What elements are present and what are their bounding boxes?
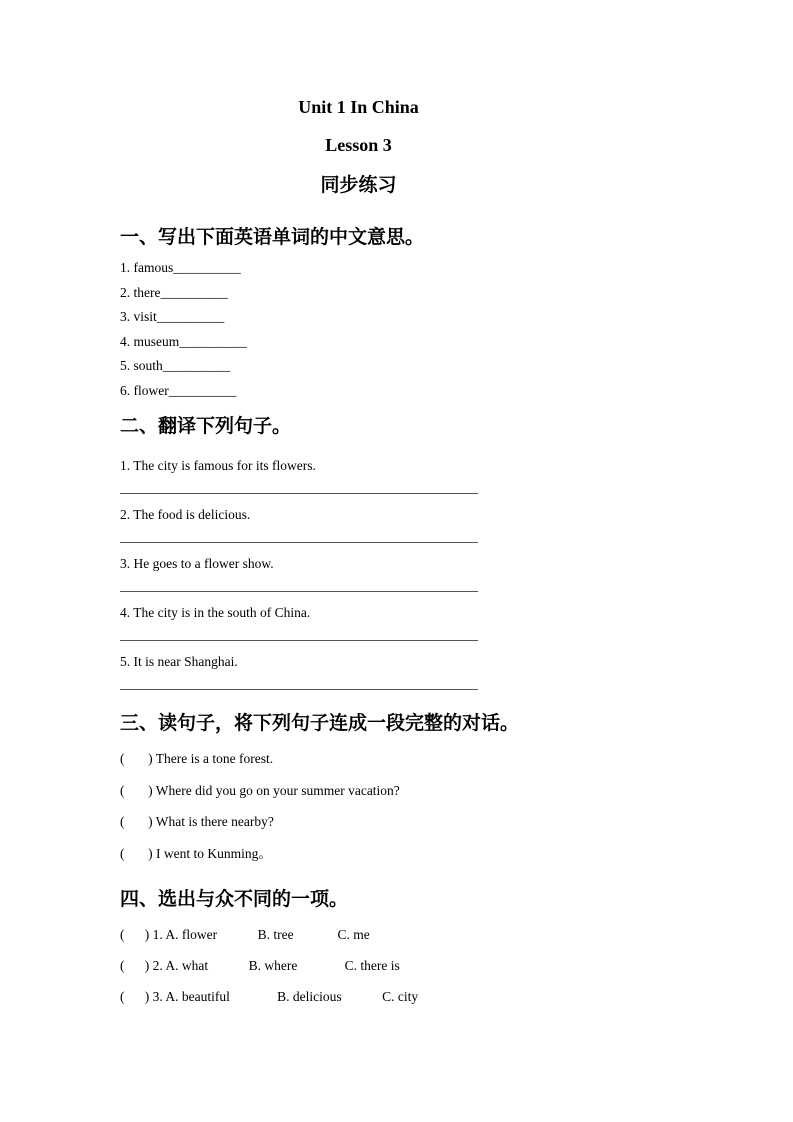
dialogue-sentence: ( ) There is a tone forest. <box>120 751 274 766</box>
vocabulary-item: 4. museum__________ <box>120 333 247 349</box>
worksheet-subtitle: 同步练习 <box>320 174 397 196</box>
answer-blank-line <box>120 591 478 592</box>
dialogue-sentence: ( ) What is there nearby? <box>120 814 274 829</box>
choice-row: ( ) 1. A. flower B. tree C. me <box>120 926 370 942</box>
unit-title: Unit 1 In China <box>298 97 419 117</box>
dialogue-sentence: ( ) I went to Kunming。 <box>120 845 272 861</box>
answer-blank-line <box>120 640 478 641</box>
section-vocabulary-heading: 一、写出下面英语单词的中文意思。 <box>120 226 425 248</box>
translation-sentence: 5. It is near Shanghai. <box>120 654 238 669</box>
section-odd-one-out-heading: 四、选出与众不同的一项。 <box>120 887 349 910</box>
answer-blank-line <box>120 689 478 690</box>
section-translation <box>120 415 597 690</box>
answer-blank-line <box>120 493 478 494</box>
choice-row: ( ) 3. A. beautiful B. delicious C. city <box>120 988 419 1004</box>
vocabulary-item: 3. visit__________ <box>120 309 225 324</box>
translation-sentence: 3. He goes to a flower show. <box>120 556 274 571</box>
section-vocabulary <box>120 226 597 403</box>
translation-sentence: 4. The city is in the south of China. <box>120 605 311 620</box>
vocabulary-item: 6. flower__________ <box>120 382 237 398</box>
vocabulary-item: 5. south__________ <box>120 358 231 373</box>
vocabulary-list <box>120 256 597 403</box>
vocabulary-item: 2. there__________ <box>120 284 228 300</box>
translation-sentence: 1. The city is famous for its flowers. <box>120 458 316 473</box>
section-odd-one-out <box>120 888 597 1006</box>
section-dialogue-heading: 三、读句子，将下列句子连成一段完整的对话。 <box>120 712 520 734</box>
choice-row: ( ) 2. A. what B. where C. there is <box>120 957 400 973</box>
vocabulary-item: 1. famous__________ <box>120 260 241 275</box>
section-translation-heading: 二、翻译下列句子。 <box>120 415 292 437</box>
answer-blank-line <box>120 542 478 543</box>
worksheet-content <box>120 98 597 1006</box>
section-dialogue-ordering <box>120 712 597 863</box>
lesson-title: Lesson 3 <box>325 135 392 155</box>
dialogue-sentence: ( ) Where did you go on your summer vacation? <box>120 782 400 798</box>
translation-sentence: 2. The food is delicious. <box>120 507 251 522</box>
